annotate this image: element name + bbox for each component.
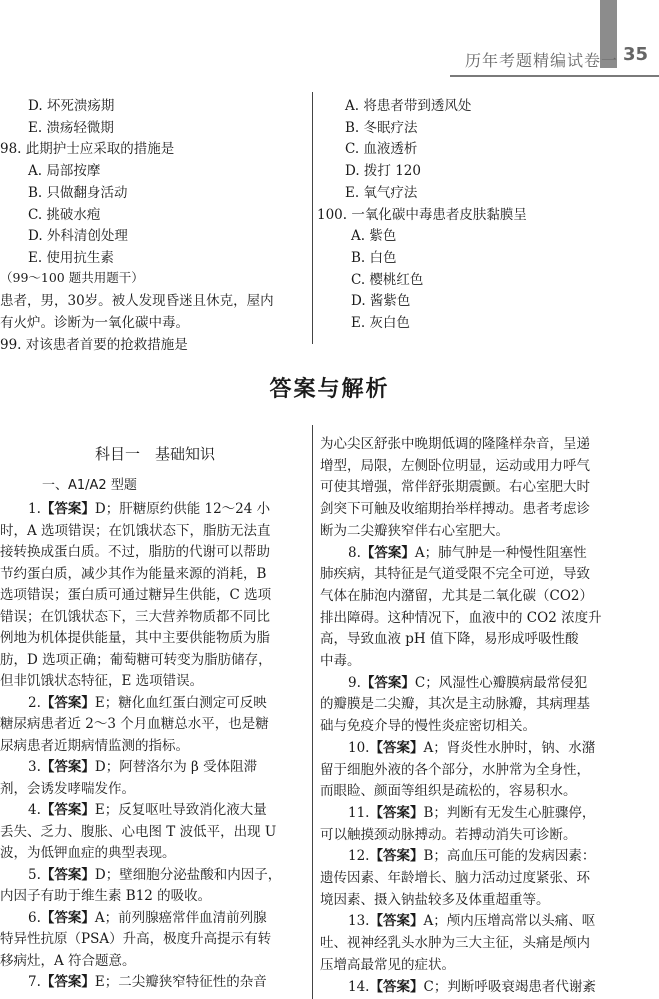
answer-text: E；反复呕吐导致消化液大量: [94, 802, 267, 818]
answer-line: [28, 798, 267, 818]
answer-tag: 【答案】: [360, 674, 415, 691]
answer-line: 增型，局限，左侧卧位明显，运动或用力呼气: [320, 457, 590, 474]
question-line: E. 溃疡轻微期: [28, 119, 114, 136]
answer-number: 5.: [28, 866, 41, 883]
answer-line: 可使其增强，常伴舒张期震颤。右心室肥大时: [320, 479, 590, 496]
answer-line: 例地为机体提供能量，其中主要供能物质为脂: [0, 630, 270, 646]
answer-line: 留于细胞外液的各个部分，水肿常为全身性，: [320, 761, 590, 778]
answer-tag: 【答案】: [40, 974, 95, 990]
question-line: 患者，男，30岁。被人发现昏迷且休克，屋内: [0, 293, 274, 310]
page-number: 35: [623, 44, 649, 65]
answer-line: 移病灶，A 符合题意。: [0, 952, 136, 969]
answer-line: 气体在肺泡内潴留，尤其是二氧化碳（CO2）: [320, 587, 593, 604]
answer-line: 肺疾病，其特征是气道受限不完全可逆，导致: [320, 566, 590, 583]
answer-line: 而眼睑、颜面等组织是疏松的，容易积水。: [320, 783, 577, 800]
answer-line: 础与免疫介导的慢性炎症密切相关。: [320, 718, 536, 735]
answer-line: [28, 970, 267, 990]
answer-number: 2.: [28, 694, 41, 711]
answer-line: 接转换成蛋白质。不过，脂肪的代谢可以帮助: [0, 544, 270, 560]
question-line: B. 白色: [351, 249, 397, 266]
column-divider-top: [312, 92, 313, 344]
answer-number: 14.: [348, 978, 370, 995]
answer-line: [348, 844, 595, 864]
question-line: （99～100 题共用题干）: [0, 269, 144, 285]
question-line: A. 局部按摩: [28, 163, 101, 180]
answer-tag: 【答案】: [369, 848, 424, 865]
answer-number: 11.: [348, 804, 370, 821]
question-line: E. 氧气疗法: [345, 184, 418, 201]
answer-line: 剂，会诱发哮喘发作。: [0, 780, 135, 797]
question-line: E. 使用抗生素: [28, 249, 114, 266]
answer-tag: 【答案】: [40, 501, 95, 517]
answer-line: 遗传因素、年龄增长、脑力活动过度紧张、环: [320, 870, 590, 886]
answer-line: 节约蛋白质，减少其作为能量来源的消耗，B: [0, 565, 267, 582]
answer-tag: 【答案】: [369, 978, 424, 995]
answer-line: [348, 736, 595, 756]
answer-line: 断为二尖瓣狭窄伴右心室肥大。: [320, 522, 509, 539]
answer-text: A；颅内压增高常以头痛、呕: [423, 913, 596, 930]
question-line: 99. 对该患者首要的抢救措施是: [0, 336, 188, 353]
answer-text: D；阿替洛尔为 β 受体阻滞: [94, 759, 258, 775]
answer-number: 1.: [28, 501, 41, 517]
answer-line: 波，为低钾血症的典型表现。: [0, 845, 176, 861]
answer-number: 12.: [348, 848, 370, 865]
answer-line: [348, 541, 587, 561]
answer-number: 3.: [28, 759, 41, 775]
answer-text: A；肺气肿是一种慢性阻塞性: [414, 544, 587, 561]
answer-line: [348, 909, 595, 929]
question-line: 98. 此期护士应采取的措施是: [0, 141, 175, 158]
answer-text: B；判断有无发生心脏骤停，: [423, 804, 596, 821]
answer-line: [28, 755, 257, 775]
answer-tag: 【答案】: [369, 739, 424, 756]
answer-line: [28, 691, 267, 711]
answer-text: C；风湿性心瓣膜病最常侵犯: [414, 674, 588, 691]
answer-number: 13.: [348, 913, 370, 930]
answer-tag: 【答案】: [40, 802, 95, 818]
answer-tag: 【答案】: [369, 913, 424, 930]
question-line: A. 紫色: [351, 228, 397, 245]
answer-line: [28, 863, 281, 883]
answer-line: 高，导致血液 pH 值下降，易形成呼吸性酸: [320, 631, 579, 648]
answer-number: 8.: [348, 544, 361, 561]
answer-line: 但非饥饿状态特征，E 选项错误。: [0, 673, 204, 689]
answer-line: 尿病患者近期病情监测的指标。: [0, 737, 189, 754]
answer-number: 6.: [28, 909, 41, 926]
answer-line: 中毒。: [320, 653, 361, 669]
answer-tag: 【答案】: [40, 866, 95, 883]
question-line: D. 坏死溃疡期: [28, 98, 115, 114]
answer-line: 特异性抗原（PSA）升高，极度升高提示有转: [0, 931, 272, 947]
answer-tag: 【答案】: [40, 694, 95, 711]
answer-line: 境因素、摄入钠盐较多及体重超重等。: [320, 891, 550, 908]
answer-tag: 【答案】: [369, 804, 424, 821]
answer-number: 4.: [28, 802, 41, 818]
answer-line: [28, 497, 270, 517]
answer-line: 吐、视神经乳头水肿为三大主征，头痛是颅内: [320, 935, 590, 952]
header-title: 历年考题精编试卷一: [465, 51, 619, 70]
question-line: C. 樱桃红色: [351, 271, 424, 288]
question-line: C. 血液透析: [345, 141, 418, 158]
question-line: D. 拨打 120: [345, 163, 421, 180]
answer-line: 肪，D 选项正确；葡萄糖可转变为脂肪储存，: [0, 651, 272, 668]
answer-tag: 【答案】: [360, 544, 415, 561]
question-line: D. 外科清创处理: [28, 228, 128, 245]
answer-line: 选项错误；蛋白质可通过糖异生供能，C 选项: [0, 587, 272, 603]
answer-line: 压增高最常见的症状。: [320, 956, 455, 973]
section-heading: 一、A1/A2 型题: [42, 478, 137, 493]
answer-text: E；二尖瓣狭窄特征性的杂音: [94, 974, 267, 990]
header-rule: [450, 75, 659, 77]
answer-line: 剑突下可触及收缩期抬举样搏动。患者考虑诊: [320, 501, 590, 518]
answer-line: [348, 671, 587, 691]
answer-line: 丢失、乏力、腹胀、心电图 T 波低平，出现 U: [0, 823, 277, 840]
answer-text: C；判断呼吸衰竭患者代谢紊: [423, 978, 596, 995]
subject-title: 科目一 基础知识: [95, 445, 216, 463]
answer-tag: 【答案】: [40, 909, 95, 926]
answer-line: 的瓣膜是二尖瓣，其次是主动脉瓣，其病理基: [320, 696, 590, 713]
answer-line: [348, 975, 596, 995]
question-line: 100. 一氧化碳中毒患者皮肤黏膜呈: [317, 206, 527, 223]
answer-line: 内因子有助于维生素 B12 的吸收。: [0, 888, 212, 904]
answer-number: 10.: [348, 739, 370, 756]
question-line: E. 灰白色: [351, 315, 410, 331]
column-divider-bottom: [312, 425, 313, 999]
answer-number: 7.: [28, 974, 41, 990]
answer-text: D；肝糖原约供能 12～24 小: [94, 501, 271, 517]
question-line: 有火炉。诊断为一氧化碳中毒。: [0, 315, 189, 331]
answer-text: D；壁细胞分泌盐酸和内因子，: [94, 866, 282, 883]
answer-text: A；前列腺癌常伴血清前列腺: [94, 909, 267, 926]
answer-line: 糖尿病患者近 2～3 个月血糖总水平，也是糖: [0, 716, 269, 732]
answer-line: [348, 801, 595, 821]
answer-text: B；高血压可能的发病因素：: [423, 848, 596, 865]
question-line: A. 将患者带到透风处: [345, 98, 472, 114]
answer-tag: 【答案】: [40, 759, 95, 775]
answer-text: A；肾炎性水肿时，钠、水潴: [423, 739, 596, 756]
answer-line: 错误；在饥饿状态下，三大营养物质都不同比: [0, 608, 270, 625]
answer-number: 9.: [348, 674, 361, 691]
answer-line: [28, 906, 267, 926]
section-title: 答案与解析: [269, 377, 390, 402]
answer-text: E；糖化血红蛋白测定可反映: [94, 694, 267, 711]
question-line: B. 只做翻身活动: [28, 184, 128, 201]
question-line: B. 冬眠疗法: [345, 119, 418, 136]
question-line: D. 酱紫色: [351, 293, 411, 310]
question-line: C. 挑破水疱: [28, 206, 101, 223]
answer-line: 时，A 选项错误；在饥饿状态下，脂肪无法直: [0, 522, 271, 539]
answer-line: 为心尖区舒张中晚期低调的隆隆样杂音，呈递: [320, 436, 590, 452]
answer-line: 可以触摸颈动脉搏动。若搏动消失可诊断。: [320, 826, 577, 843]
answer-line: 排出障碍。这种情况下，血液中的 CO2 浓度升: [320, 609, 602, 626]
